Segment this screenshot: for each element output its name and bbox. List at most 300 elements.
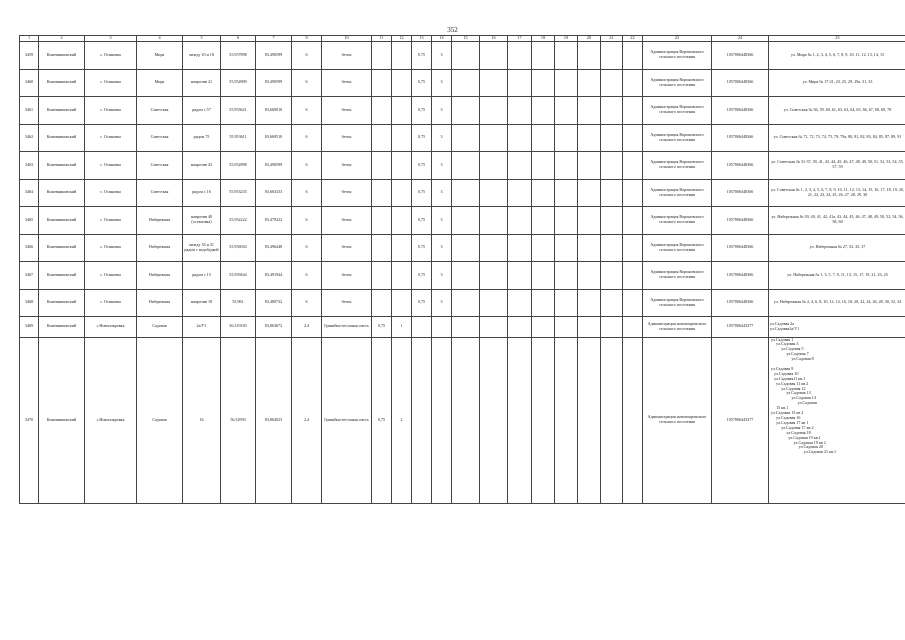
table-row — [20, 207, 905, 235]
column-number: 9 — [292, 36, 322, 42]
location-cell: 16 — [183, 337, 221, 503]
container-count-cell: 3 — [432, 179, 452, 207]
location-cell: напротив 43 — [183, 152, 221, 180]
empty-cell — [601, 317, 623, 338]
record-number-cell: 3466 — [20, 234, 39, 262]
container-count-cell: 3 — [432, 289, 452, 317]
table-row — [20, 234, 905, 262]
count-cell — [392, 69, 412, 97]
area-cell: 6 — [292, 42, 322, 70]
longitude-cell: 83,663333 — [256, 179, 292, 207]
empty-cell — [601, 234, 623, 262]
district-cell: Кожевниковский — [39, 97, 85, 125]
ogrn-cell: 1057006448366 — [712, 207, 769, 235]
empty-cell — [452, 207, 480, 235]
table-row — [20, 124, 905, 152]
served-addresses-cell: ул. Советская № 71, 72, 73, 74, 75, 79, 79а, 80, 81, 82, 83, 84, 85, 87, 89, 91 — [769, 124, 905, 152]
volume-cell — [372, 97, 392, 125]
column-number: 22 — [623, 36, 643, 42]
empty-cell — [532, 262, 555, 290]
locality-cell: с. Осиновка — [85, 124, 137, 152]
owner-cell: Администрация Вороновского сельского поселения — [643, 42, 712, 70]
empty-cell — [480, 262, 508, 290]
empty-cell — [578, 179, 601, 207]
record-number-cell: 3460 — [20, 69, 39, 97]
ogrn-cell: 1057006448366 — [712, 152, 769, 180]
empty-cell — [508, 317, 532, 338]
empty-cell — [555, 317, 578, 338]
street-cell: Советская — [137, 97, 183, 125]
longitude-cell: 83,490599 — [256, 152, 292, 180]
container-volume-cell: 0,75 — [412, 289, 432, 317]
empty-cell — [508, 234, 532, 262]
surface-type-cell: бетон — [322, 179, 372, 207]
empty-cell — [452, 234, 480, 262]
surface-type-cell: бетон — [322, 97, 372, 125]
empty-cell — [508, 179, 532, 207]
container-volume-cell — [412, 317, 432, 338]
street-cell: Мира — [137, 42, 183, 70]
empty-cell — [578, 42, 601, 70]
container-volume-cell: 0,75 — [412, 262, 432, 290]
owner-cell: Администрация Вороновского сельского поселения — [643, 289, 712, 317]
ogrn-cell: 1057006448366 — [712, 179, 769, 207]
served-addresses-cell: ул. Советская № 31-37, 39, 41, 43, 44, 45, 46, 47, 48, 49, 50, 51, 52, 53, 54, 55, 57, 59 — [769, 152, 905, 180]
count-cell — [392, 124, 412, 152]
longitude-cell: 83,490599 — [256, 69, 292, 97]
ogrn-cell: 1057006448366 — [712, 42, 769, 70]
volume-cell — [372, 289, 392, 317]
street-cell: Набережная — [137, 234, 183, 262]
street-cell: Советская — [137, 179, 183, 207]
area-cell: 6 — [292, 69, 322, 97]
count-cell — [392, 152, 412, 180]
column-number: 5 — [183, 36, 221, 42]
container-volume-cell: 0,75 — [412, 124, 432, 152]
column-number: 19 — [555, 36, 578, 42]
column-number: 20 — [578, 36, 601, 42]
longitude-cell: 83,496448 — [256, 234, 292, 262]
owner-cell: Администрация Вороновского сельского поселения — [643, 124, 712, 152]
empty-cell — [623, 124, 643, 152]
locality-cell: с. Осиновка — [85, 69, 137, 97]
area-cell: 6 — [292, 207, 322, 235]
volume-cell — [372, 234, 392, 262]
container-count-cell: 3 — [432, 152, 452, 180]
empty-cell — [601, 124, 623, 152]
surface-type-cell: бетон — [322, 42, 372, 70]
column-number: 3 — [85, 36, 137, 42]
count-cell — [392, 207, 412, 235]
empty-cell — [480, 207, 508, 235]
empty-cell — [508, 262, 532, 290]
surface-type-cell: бетон — [322, 207, 372, 235]
empty-cell — [480, 179, 508, 207]
longitude-cell: 83,669510 — [256, 124, 292, 152]
empty-cell — [532, 337, 555, 503]
district-cell: Кожевниковский — [39, 124, 85, 152]
container-count-cell — [432, 317, 452, 338]
table-row — [20, 152, 905, 180]
empty-cell — [555, 262, 578, 290]
container-count-cell — [432, 337, 452, 503]
empty-cell — [623, 97, 643, 125]
ogrn-cell: 1057006448366 — [712, 97, 769, 125]
served-addresses-cell: ул. Набережная № 39, 40, 41, 42, 41а, 43, 44, 45, 46, 47, 48, 49, 50, 52, 54, 56, 58, 60 — [769, 207, 905, 235]
location-cell: между 10 и 18 — [183, 42, 221, 70]
street-cell: Садовая — [137, 317, 183, 338]
volume-cell — [372, 42, 392, 70]
count-cell: 1 — [392, 317, 412, 338]
empty-cell — [452, 289, 480, 317]
record-number-cell: 3470 — [20, 337, 39, 503]
column-number: 25 — [769, 36, 905, 42]
empty-cell — [555, 234, 578, 262]
served-addresses-cell: ул. Набережная № 2, 4, 6, 8, 10, 12, 14, 16, 18, 20, 22, 24, 26, 28, 30, 32, 34 — [769, 289, 905, 317]
street-cell: Садовая — [137, 337, 183, 503]
table-row — [20, 289, 905, 317]
served-addresses-cell: ул. Набережная № 27, 33, 35, 37 — [769, 234, 905, 262]
empty-cell — [555, 179, 578, 207]
empty-cell — [480, 337, 508, 503]
record-number-cell: 3463 — [20, 152, 39, 180]
column-number: 2 — [39, 36, 85, 42]
latitude-cell: 55,952809 — [221, 69, 256, 97]
served-addresses-cell: ул.Садовая 1 ул.Садовая 3 ул.Садовая 5 ул.Садовая 7 ул.Садовая 8 ул.Садовая 9 ул.Садовая 10 ул.Садовая11 кв.1 ул.Садовая 11 кв.2 ул.Садовая 12 ул.Садовая 13 ул.Садовая 14 ул.Садовая 15 кв.1 ул.Садовая 15 кв 2 ул.Садовая 16 ул.Садовая 17 кв 1 ул.Садовая 17 кв 2 ул.Садовая 18 ул.Садовая 19 кв.1 ул.Садовая 19 кв 2 ул.Садовая 20 ул.Садовая 21 кв.1 — [769, 337, 905, 503]
empty-cell — [508, 124, 532, 152]
locality-cell: с. Осиновка — [85, 234, 137, 262]
column-number: 24 — [712, 36, 769, 42]
column-number: 11 — [372, 36, 392, 42]
empty-cell — [578, 337, 601, 503]
latitude-cell: 55,956943 — [221, 234, 256, 262]
container-volume-cell: 0,75 — [412, 207, 432, 235]
empty-cell — [601, 69, 623, 97]
empty-cell — [623, 317, 643, 338]
empty-cell — [578, 69, 601, 97]
container-volume-cell: 0,75 — [412, 234, 432, 262]
empty-cell — [601, 262, 623, 290]
ogrn-cell: 1057006448366 — [712, 262, 769, 290]
area-cell: 6 — [292, 179, 322, 207]
column-number: 17 — [508, 36, 532, 42]
empty-cell — [532, 207, 555, 235]
location-cell: напротив 18 — [183, 289, 221, 317]
container-count-cell: 3 — [432, 42, 452, 70]
district-cell: Кожевниковский — [39, 69, 85, 97]
empty-cell — [508, 152, 532, 180]
column-number: 13 — [412, 36, 432, 42]
served-addresses-cell: ул. Советская № 1, 2, 3, 4, 5, 6, 7, 8, 9, 10, 11, 12, 13, 14, 15, 16, 17, 18, 19, 20, 21, 22, 23, 24, 25, 26, 27, 28, 29, 30 — [769, 179, 905, 207]
column-number: 6 — [221, 36, 256, 42]
latitude-cell: 55,953611 — [221, 124, 256, 152]
empty-cell — [578, 124, 601, 152]
volume-cell — [372, 124, 392, 152]
count-cell — [392, 97, 412, 125]
location-cell: рядом 75 — [183, 124, 221, 152]
area-cell: 6 — [292, 124, 322, 152]
empty-cell — [532, 124, 555, 152]
longitude-cell: 83,491944 — [256, 262, 292, 290]
longitude-cell: 83,480732 — [256, 289, 292, 317]
locality-cell: с. Осиновка — [85, 262, 137, 290]
empty-cell — [532, 97, 555, 125]
owner-cell: Администрация Вороновского сельского поселения — [643, 69, 712, 97]
owner-cell: Администрация Вороновского сельского поселения — [643, 97, 712, 125]
longitude-cell: 83,490599 — [256, 42, 292, 70]
empty-cell — [452, 317, 480, 338]
column-number: 18 — [532, 36, 555, 42]
container-volume-cell: 0,75 — [412, 179, 432, 207]
table-body — [20, 42, 905, 504]
count-cell — [392, 234, 412, 262]
empty-cell — [623, 234, 643, 262]
surface-type-cell: Гравийно-песчаная смесь — [322, 317, 372, 338]
locality-cell: с. Осиновка — [85, 97, 137, 125]
latitude-cell: 56,319183 — [221, 317, 256, 338]
empty-cell — [555, 152, 578, 180]
location-cell: рядом с 13 — [183, 262, 221, 290]
empty-cell — [555, 97, 578, 125]
owner-cell: Администрация новопокровского сельского поселения — [643, 337, 712, 503]
location-cell: между 33 и 31 рядом с водобудкой — [183, 234, 221, 262]
container-count-cell: 3 — [432, 262, 452, 290]
column-number: 10 — [322, 36, 372, 42]
empty-cell — [578, 234, 601, 262]
record-number-cell: 3468 — [20, 289, 39, 317]
ogrn-cell: 1057006448366 — [712, 124, 769, 152]
empty-cell — [623, 42, 643, 70]
volume-cell — [372, 152, 392, 180]
empty-cell — [480, 317, 508, 338]
container-volume-cell — [412, 337, 432, 503]
empty-cell — [452, 152, 480, 180]
locality-cell: с. Осиновка — [85, 289, 137, 317]
volume-cell — [372, 207, 392, 235]
container-count-cell: 3 — [432, 69, 452, 97]
ogrn-cell: 1057006448366 — [712, 234, 769, 262]
volume-cell: 0,75 — [372, 317, 392, 338]
locality-cell: с. Осиновка — [85, 152, 137, 180]
latitude-cell: 55,961 — [221, 289, 256, 317]
surface-type-cell: бетон — [322, 124, 372, 152]
volume-cell — [372, 69, 392, 97]
area-cell: 6 — [292, 262, 322, 290]
owner-cell: Администрация Вороновского сельского поселения — [643, 152, 712, 180]
empty-cell — [508, 337, 532, 503]
district-cell: Кожевниковский — [39, 42, 85, 70]
record-number-cell: 3464 — [20, 179, 39, 207]
column-number: 1 — [20, 36, 39, 42]
owner-cell: Администрация новопокровского сельского поселения — [643, 317, 712, 338]
table-row — [20, 69, 905, 97]
column-number: 21 — [601, 36, 623, 42]
page-number: 352 — [447, 26, 458, 34]
served-addresses-cell: ул.Садовая 2а ул.Садовая2а/У1 — [769, 317, 905, 338]
table-row — [20, 337, 905, 503]
locality-cell: с. Осиновка — [85, 179, 137, 207]
ogrn-cell: 1057006443377 — [712, 337, 769, 503]
district-cell: Кожевниковский — [39, 289, 85, 317]
empty-cell — [555, 69, 578, 97]
surface-type-cell: бетон — [322, 234, 372, 262]
district-cell: Кожевниковский — [39, 234, 85, 262]
area-cell: 2,4 — [292, 337, 322, 503]
column-number: 23 — [643, 36, 712, 42]
container-volume-cell: 0,75 — [412, 42, 432, 70]
surface-type-cell: Гравийно-песчаная смесь — [322, 337, 372, 503]
location-cell: напротив 21 — [183, 69, 221, 97]
longitude-cell: 83,669010 — [256, 97, 292, 125]
empty-cell — [601, 42, 623, 70]
volume-cell — [372, 262, 392, 290]
empty-cell — [452, 42, 480, 70]
empty-cell — [452, 69, 480, 97]
location-cell: рядом с 16 — [183, 179, 221, 207]
district-cell: Кожевниковский — [39, 262, 85, 290]
record-number-cell: 3459 — [20, 42, 39, 70]
empty-cell — [623, 179, 643, 207]
served-addresses-cell: ул. Советская № 56, 59, 60, 61, 63, 63, 64, 65, 66, 67, 68, 69, 70 — [769, 97, 905, 125]
container-count-cell: 3 — [432, 124, 452, 152]
surface-type-cell: бетон — [322, 152, 372, 180]
surface-type-cell: бетон — [322, 69, 372, 97]
empty-cell — [578, 97, 601, 125]
empty-cell — [601, 337, 623, 503]
empty-cell — [555, 124, 578, 152]
empty-cell — [601, 179, 623, 207]
longitude-cell: 83,479222 — [256, 207, 292, 235]
owner-cell: Администрация Вороновского сельского поселения — [643, 207, 712, 235]
table-row — [20, 262, 905, 290]
container-count-cell: 3 — [432, 234, 452, 262]
empty-cell — [532, 42, 555, 70]
area-cell: 2,4 — [292, 317, 322, 338]
empty-cell — [532, 289, 555, 317]
ogrn-cell: 1057006448366 — [712, 289, 769, 317]
count-cell — [392, 42, 412, 70]
locality-cell: с. Осиновка — [85, 42, 137, 70]
latitude-cell: 55,957898 — [221, 42, 256, 70]
empty-cell — [601, 289, 623, 317]
served-addresses-cell: ул. Мира № 1, 2, 3, 4, 5, 6, 7, 8, 9, 10, 11, 12, 13, 14, 15 — [769, 42, 905, 70]
empty-cell — [578, 152, 601, 180]
empty-cell — [623, 152, 643, 180]
empty-cell — [508, 69, 532, 97]
empty-cell — [480, 289, 508, 317]
empty-cell — [452, 124, 480, 152]
record-number-cell: 3462 — [20, 124, 39, 152]
count-cell — [392, 289, 412, 317]
owner-cell: Администрация Вороновского сельского поселения — [643, 262, 712, 290]
count-cell — [392, 262, 412, 290]
longitude-cell: 83,863672 — [256, 317, 292, 338]
record-number-cell: 3469 — [20, 317, 39, 338]
surface-type-cell: бетон — [322, 262, 372, 290]
empty-cell — [452, 262, 480, 290]
empty-cell — [480, 42, 508, 70]
empty-cell — [532, 317, 555, 338]
street-cell: Набережная — [137, 289, 183, 317]
district-cell: Кожевниковский — [39, 152, 85, 180]
record-number-cell: 3467 — [20, 262, 39, 290]
street-cell: Набережная — [137, 207, 183, 235]
column-number: 4 — [137, 36, 183, 42]
empty-cell — [452, 179, 480, 207]
table-row — [20, 317, 905, 338]
location-cell: рядом с 57 — [183, 97, 221, 125]
district-cell: Кожевниковский — [39, 337, 85, 503]
served-addresses-cell: ул. Мира № 17-21, 23, 25, 29, 29а, 31, 33 — [769, 69, 905, 97]
area-cell: 6 — [292, 289, 322, 317]
ogrn-cell: 1057006443377 — [712, 317, 769, 338]
empty-cell — [508, 289, 532, 317]
empty-cell — [532, 152, 555, 180]
empty-cell — [623, 69, 643, 97]
container-count-cell: 3 — [432, 207, 452, 235]
count-cell — [392, 179, 412, 207]
district-cell: Кожевниковский — [39, 179, 85, 207]
table-row — [20, 97, 905, 125]
empty-cell — [452, 337, 480, 503]
served-addresses-cell: ул. Набережная № 1, 3, 5, 7, 9, 11, 13, 15, 17, 19, 21, 23, 25 — [769, 262, 905, 290]
owner-cell: Администрация Вороновского сельского поселения — [643, 234, 712, 262]
empty-cell — [601, 97, 623, 125]
empty-cell — [555, 289, 578, 317]
table-row — [20, 179, 905, 207]
volume-cell: 0,75 — [372, 337, 392, 503]
empty-cell — [555, 42, 578, 70]
longitude-cell: 83,864023 — [256, 337, 292, 503]
empty-cell — [555, 337, 578, 503]
column-number: 7 — [256, 36, 292, 42]
ogrn-cell: 1057006448366 — [712, 69, 769, 97]
empty-cell — [480, 234, 508, 262]
column-number: 14 — [432, 36, 452, 42]
latitude-cell: 55,952898 — [221, 152, 256, 180]
latitude-cell: 55,953235 — [221, 179, 256, 207]
empty-cell — [532, 179, 555, 207]
district-cell: Кожевниковский — [39, 317, 85, 338]
street-cell: Советская — [137, 124, 183, 152]
empty-cell — [623, 262, 643, 290]
registry-table — [19, 35, 905, 504]
empty-cell — [623, 289, 643, 317]
empty-cell — [452, 97, 480, 125]
empty-cell — [623, 207, 643, 235]
empty-cell — [578, 262, 601, 290]
area-cell: 6 — [292, 152, 322, 180]
empty-cell — [532, 69, 555, 97]
locality-cell: с. Осиновка — [85, 207, 137, 235]
empty-cell — [480, 124, 508, 152]
latitude-cell: 55,953621 — [221, 97, 256, 125]
empty-cell — [555, 207, 578, 235]
area-cell: 6 — [292, 234, 322, 262]
latitude-cell: 55,959444 — [221, 262, 256, 290]
container-volume-cell: 0,75 — [412, 152, 432, 180]
empty-cell — [532, 234, 555, 262]
location-cell: 2а/У1 — [183, 317, 221, 338]
column-number: 15 — [452, 36, 480, 42]
empty-cell — [601, 207, 623, 235]
column-number: 12 — [392, 36, 412, 42]
empty-cell — [623, 337, 643, 503]
empty-cell — [508, 207, 532, 235]
latitude-cell: 55,952222 — [221, 207, 256, 235]
street-cell: Мира — [137, 69, 183, 97]
container-volume-cell: 0,75 — [412, 69, 432, 97]
